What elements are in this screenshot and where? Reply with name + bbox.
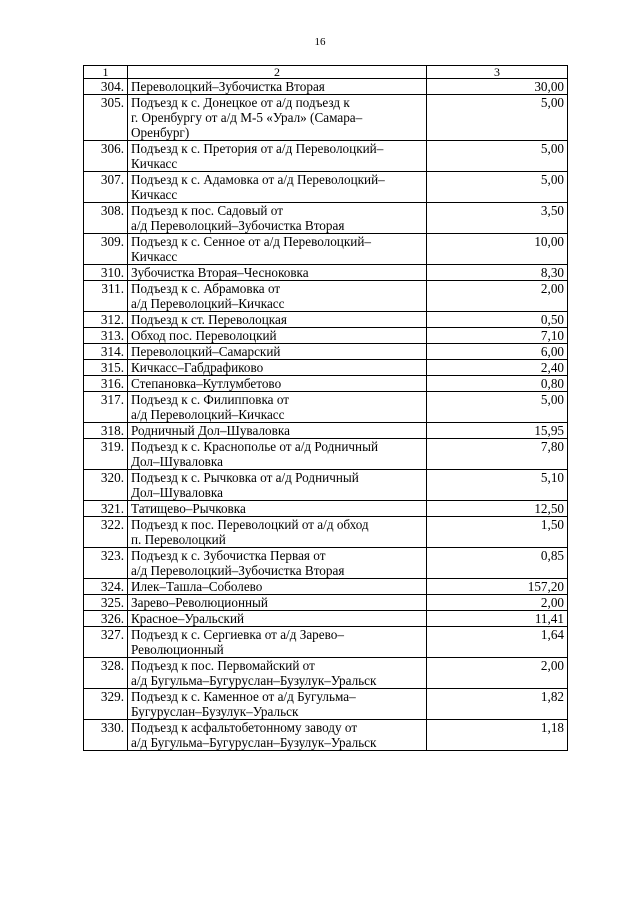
road-name-line: Подъезд к с. Сергиевка от а/д Зарево– [131,627,344,642]
row-number: 312. [84,312,128,328]
road-name [128,203,427,234]
road-name-line: Оренбург) [131,125,190,140]
row-number: 321. [84,501,128,517]
road-name-line: Илек–Ташла–Соболево [131,579,263,594]
table-row [84,517,568,548]
row-number: 306. [84,141,128,172]
table-body [84,79,568,751]
table-row [84,141,568,172]
road-name [128,392,427,423]
table-row [84,439,568,470]
road-name-line: Родничный Дол–Шуваловка [131,423,290,438]
road-name-line: Революционный [131,642,224,657]
road-name-line: Татищево–Рычковка [131,501,246,516]
row-number: 327. [84,627,128,658]
road-name-line: п. Переволоцкий [131,532,226,547]
road-name-line: Кичкасс–Габдрафиково [131,360,264,375]
column-header-name: 2 [128,66,427,79]
road-length: 5,00 [427,95,568,141]
row-number: 313. [84,328,128,344]
road-name [128,548,427,579]
table-row [84,344,568,360]
road-name-line: Подъезд к с. Донецкое от а/д подъезд к [131,95,350,110]
road-name-line: Красное–Уральский [131,611,245,626]
road-name-line: Подъезд к пос. Первомайский от [131,658,315,673]
road-name-line: Кичкасс [131,187,178,202]
table-row [84,265,568,281]
road-name-line: а/д Бугульма–Бугуруслан–Бузулук–Уральск [131,735,377,750]
road-name [128,579,427,595]
road-name [128,172,427,203]
row-number: 318. [84,423,128,439]
road-name-line: Кичкасс [131,156,178,171]
table-row [84,234,568,265]
road-length: 1,64 [427,627,568,658]
road-length: 1,82 [427,689,568,720]
table-row [84,95,568,141]
road-name [128,439,427,470]
row-number: 323. [84,548,128,579]
roads-table [83,65,568,751]
road-name [128,234,427,265]
road-name [128,376,427,392]
road-name-line: Кичкасс [131,249,178,264]
road-length: 157,20 [427,579,568,595]
road-length: 30,00 [427,79,568,95]
road-length: 0,50 [427,312,568,328]
road-length: 5,10 [427,470,568,501]
row-number: 319. [84,439,128,470]
table-row [84,579,568,595]
row-number: 311. [84,281,128,312]
road-length: 12,50 [427,501,568,517]
road-name-line: Обход пос. Переволоцкий [131,328,277,343]
road-length: 8,30 [427,265,568,281]
road-name-line: Переволоцкий–Самарский [131,344,281,359]
table-row [84,281,568,312]
table-row [84,595,568,611]
row-number: 328. [84,658,128,689]
road-name [128,344,427,360]
road-name-line: Переволоцкий–Зубочистка Вторая [131,79,325,94]
row-number: 309. [84,234,128,265]
table-row [84,360,568,376]
road-length: 1,50 [427,517,568,548]
road-name [128,689,427,720]
column-header-number: 1 [84,66,128,79]
row-number: 310. [84,265,128,281]
road-length: 3,50 [427,203,568,234]
row-number: 315. [84,360,128,376]
road-name [128,611,427,627]
road-name-line: а/д Переволоцкий–Кичкасс [131,296,285,311]
road-name [128,720,427,751]
table-row [84,328,568,344]
table-row [84,312,568,328]
road-name [128,312,427,328]
road-length: 10,00 [427,234,568,265]
road-name-line: Подъезд к с. Сенное от а/д Переволоцкий– [131,234,371,249]
row-number: 320. [84,470,128,501]
column-header-length: 3 [427,66,568,79]
road-name [128,141,427,172]
row-number: 316. [84,376,128,392]
table-row [84,689,568,720]
road-name [128,423,427,439]
road-length: 2,00 [427,658,568,689]
row-number: 322. [84,517,128,548]
road-name [128,360,427,376]
road-length: 15,95 [427,423,568,439]
road-length: 6,00 [427,344,568,360]
road-length: 1,18 [427,720,568,751]
road-name [128,328,427,344]
road-length: 5,00 [427,172,568,203]
row-number: 308. [84,203,128,234]
table-row [84,470,568,501]
road-name [128,627,427,658]
road-length: 5,00 [427,141,568,172]
row-number: 329. [84,689,128,720]
road-name-line: Степановка–Кутлумбетово [131,376,282,391]
road-name-line: Подъезд к с. Каменное от а/д Бугульма– [131,689,356,704]
road-length: 2,00 [427,595,568,611]
table-header-row [84,66,568,79]
table-row [84,548,568,579]
road-name-line: Подъезд к с. Зубочистка Первая от [131,548,326,563]
row-number: 324. [84,579,128,595]
table-row [84,392,568,423]
road-name-line: Подъезд к с. Адамовка от а/д Переволоцкий– [131,172,385,187]
road-name [128,517,427,548]
road-name-line: Подъезд к с. Краснополье от а/д Родничный [131,439,379,454]
road-name-line: Подъезд к с. Рычковка от а/д Родничный [131,470,359,485]
road-name [128,79,427,95]
road-name-line: Подъезд к асфальтобетонному заводу от [131,720,358,735]
row-number: 304. [84,79,128,95]
road-name-line: Подъезд к пос. Переволоцкий от а/д обход [131,517,369,532]
road-name-line: Подъезд к с. Претория от а/д Переволоцкий– [131,141,384,156]
table-row [84,423,568,439]
row-number: 305. [84,95,128,141]
road-name [128,265,427,281]
page-number: 16 [314,36,326,48]
row-number: 330. [84,720,128,751]
road-name-line: а/д Переволоцкий–Зубочистка Вторая [131,563,345,578]
table-row [84,172,568,203]
road-length: 7,10 [427,328,568,344]
road-name-line: а/д Переволоцкий–Зубочистка Вторая [131,218,345,233]
road-name [128,281,427,312]
row-number: 326. [84,611,128,627]
road-name-line: а/д Бугульма–Бугуруслан–Бузулук–Уральск [131,673,377,688]
road-length: 0,85 [427,548,568,579]
road-name [128,595,427,611]
road-name-line: а/д Переволоцкий–Кичкасс [131,407,285,422]
road-length: 5,00 [427,392,568,423]
table-row [84,611,568,627]
road-name-line: Подъезд к ст. Переволоцкая [131,312,287,327]
table-row [84,720,568,751]
road-length: 11,41 [427,611,568,627]
road-name-line: Дол–Шуваловка [131,485,223,500]
table-row [84,376,568,392]
road-length: 0,80 [427,376,568,392]
road-length: 7,80 [427,439,568,470]
table-row [84,203,568,234]
row-number: 317. [84,392,128,423]
row-number: 325. [84,595,128,611]
road-name [128,470,427,501]
road-name [128,95,427,141]
road-name [128,658,427,689]
road-length: 2,00 [427,281,568,312]
table-row [84,79,568,95]
road-name-line: Бугуруслан–Бузулук–Уральск [131,704,299,719]
road-name-line: Подъезд к с. Абрамовка от [131,281,281,296]
road-name-line: г. Оренбургу от а/д М-5 «Урал» (Самара– [131,110,363,125]
road-length: 2,40 [427,360,568,376]
row-number: 307. [84,172,128,203]
table-row [84,658,568,689]
road-name-line: Зубочистка Вторая–Чесноковка [131,265,309,280]
row-number: 314. [84,344,128,360]
road-name-line: Зарево–Революционный [131,595,268,610]
road-name-line: Подъезд к с. Филипповка от [131,392,289,407]
road-name [128,501,427,517]
table-row [84,627,568,658]
road-name-line: Дол–Шуваловка [131,454,223,469]
table-row [84,501,568,517]
road-name-line: Подъезд к пос. Садовый от [131,203,283,218]
